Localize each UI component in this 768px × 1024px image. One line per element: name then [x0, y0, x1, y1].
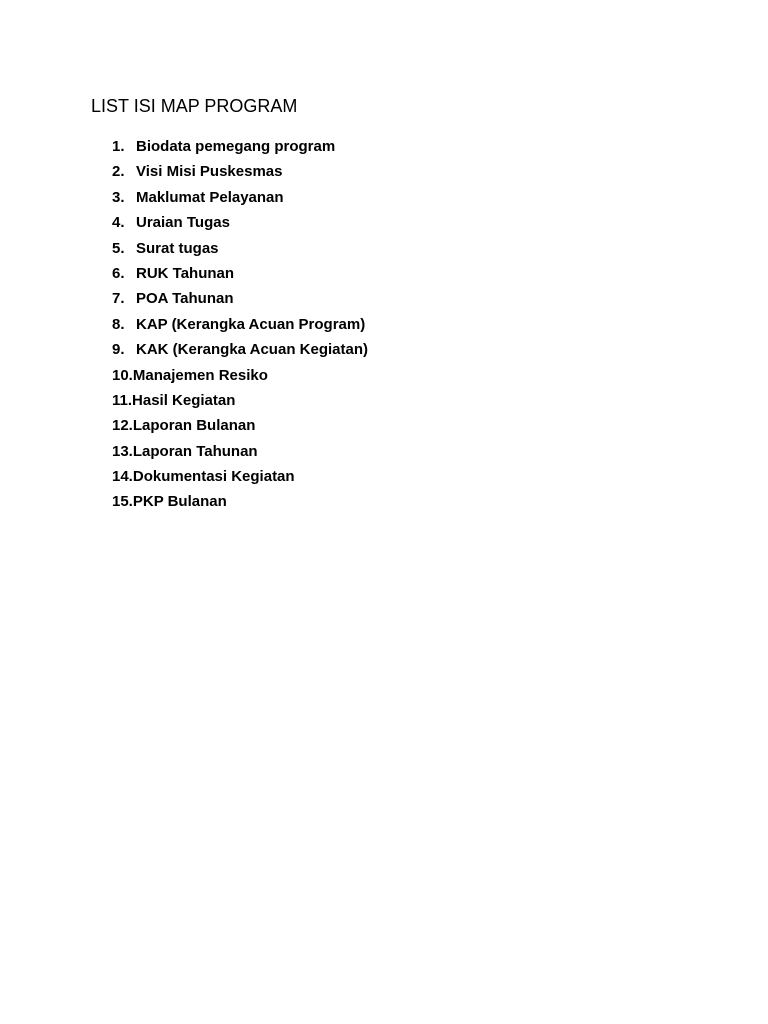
item-number: 10.: [112, 366, 133, 384]
item-label: Biodata pemegang program: [136, 138, 336, 155]
document-title: LIST ISI MAP PROGRAM: [91, 96, 298, 116]
item-number: 1.: [112, 138, 125, 155]
item-label: Maklumat Pelayanan: [136, 188, 284, 206]
item-number: 9.: [112, 341, 125, 359]
item-number: 11.: [112, 391, 133, 409]
list-item: [112, 314, 368, 339]
item-label: RUK Tahunan: [136, 264, 235, 282]
item-label: KAK (Kerangka Acuan Kegiatan): [136, 341, 368, 359]
item-number: 13.: [112, 442, 133, 460]
item-label: Laporan Tahunan: [132, 442, 258, 460]
list-item: [112, 365, 368, 390]
item-number: 5.: [112, 239, 125, 257]
list-item: [112, 238, 368, 263]
item-label: Dokumentasi Kegiatan: [132, 468, 295, 486]
item-number: 4.: [112, 214, 125, 232]
item-number: 14.: [112, 468, 133, 486]
list-item: [112, 212, 368, 237]
item-label: Visi Misi Puskesmas: [136, 163, 283, 181]
item-label: Surat tugas: [136, 239, 219, 257]
item-number: 12.: [112, 417, 133, 435]
item-list: [112, 136, 368, 517]
list-item: [112, 187, 368, 212]
item-label: Laporan Bulanan: [132, 417, 256, 435]
list-item: [112, 415, 368, 440]
item-number: 15.: [112, 493, 133, 511]
item-label: KAP (Kerangka Acuan Program): [136, 315, 366, 333]
item-number: 8.: [112, 315, 125, 333]
list-item: [112, 390, 368, 415]
item-label: PKP Bulanan: [132, 493, 227, 511]
list-item: [112, 288, 368, 313]
item-label: Manajemen Resiko: [132, 366, 268, 384]
item-number: 3.: [112, 188, 125, 206]
item-label: POA Tahunan: [136, 290, 234, 308]
list-item: [112, 136, 368, 161]
list-item: [112, 441, 368, 466]
list-item: [112, 491, 368, 516]
item-number: 2.: [112, 163, 125, 181]
item-number: 7.: [112, 290, 125, 308]
list-item: [112, 263, 368, 288]
item-label: Hasil Kegiatan: [132, 391, 236, 409]
list-item: [112, 466, 368, 491]
list-item: [112, 161, 368, 186]
item-number: 6.: [112, 264, 125, 282]
list-item: [112, 339, 368, 364]
item-label: Uraian Tugas: [136, 214, 230, 232]
